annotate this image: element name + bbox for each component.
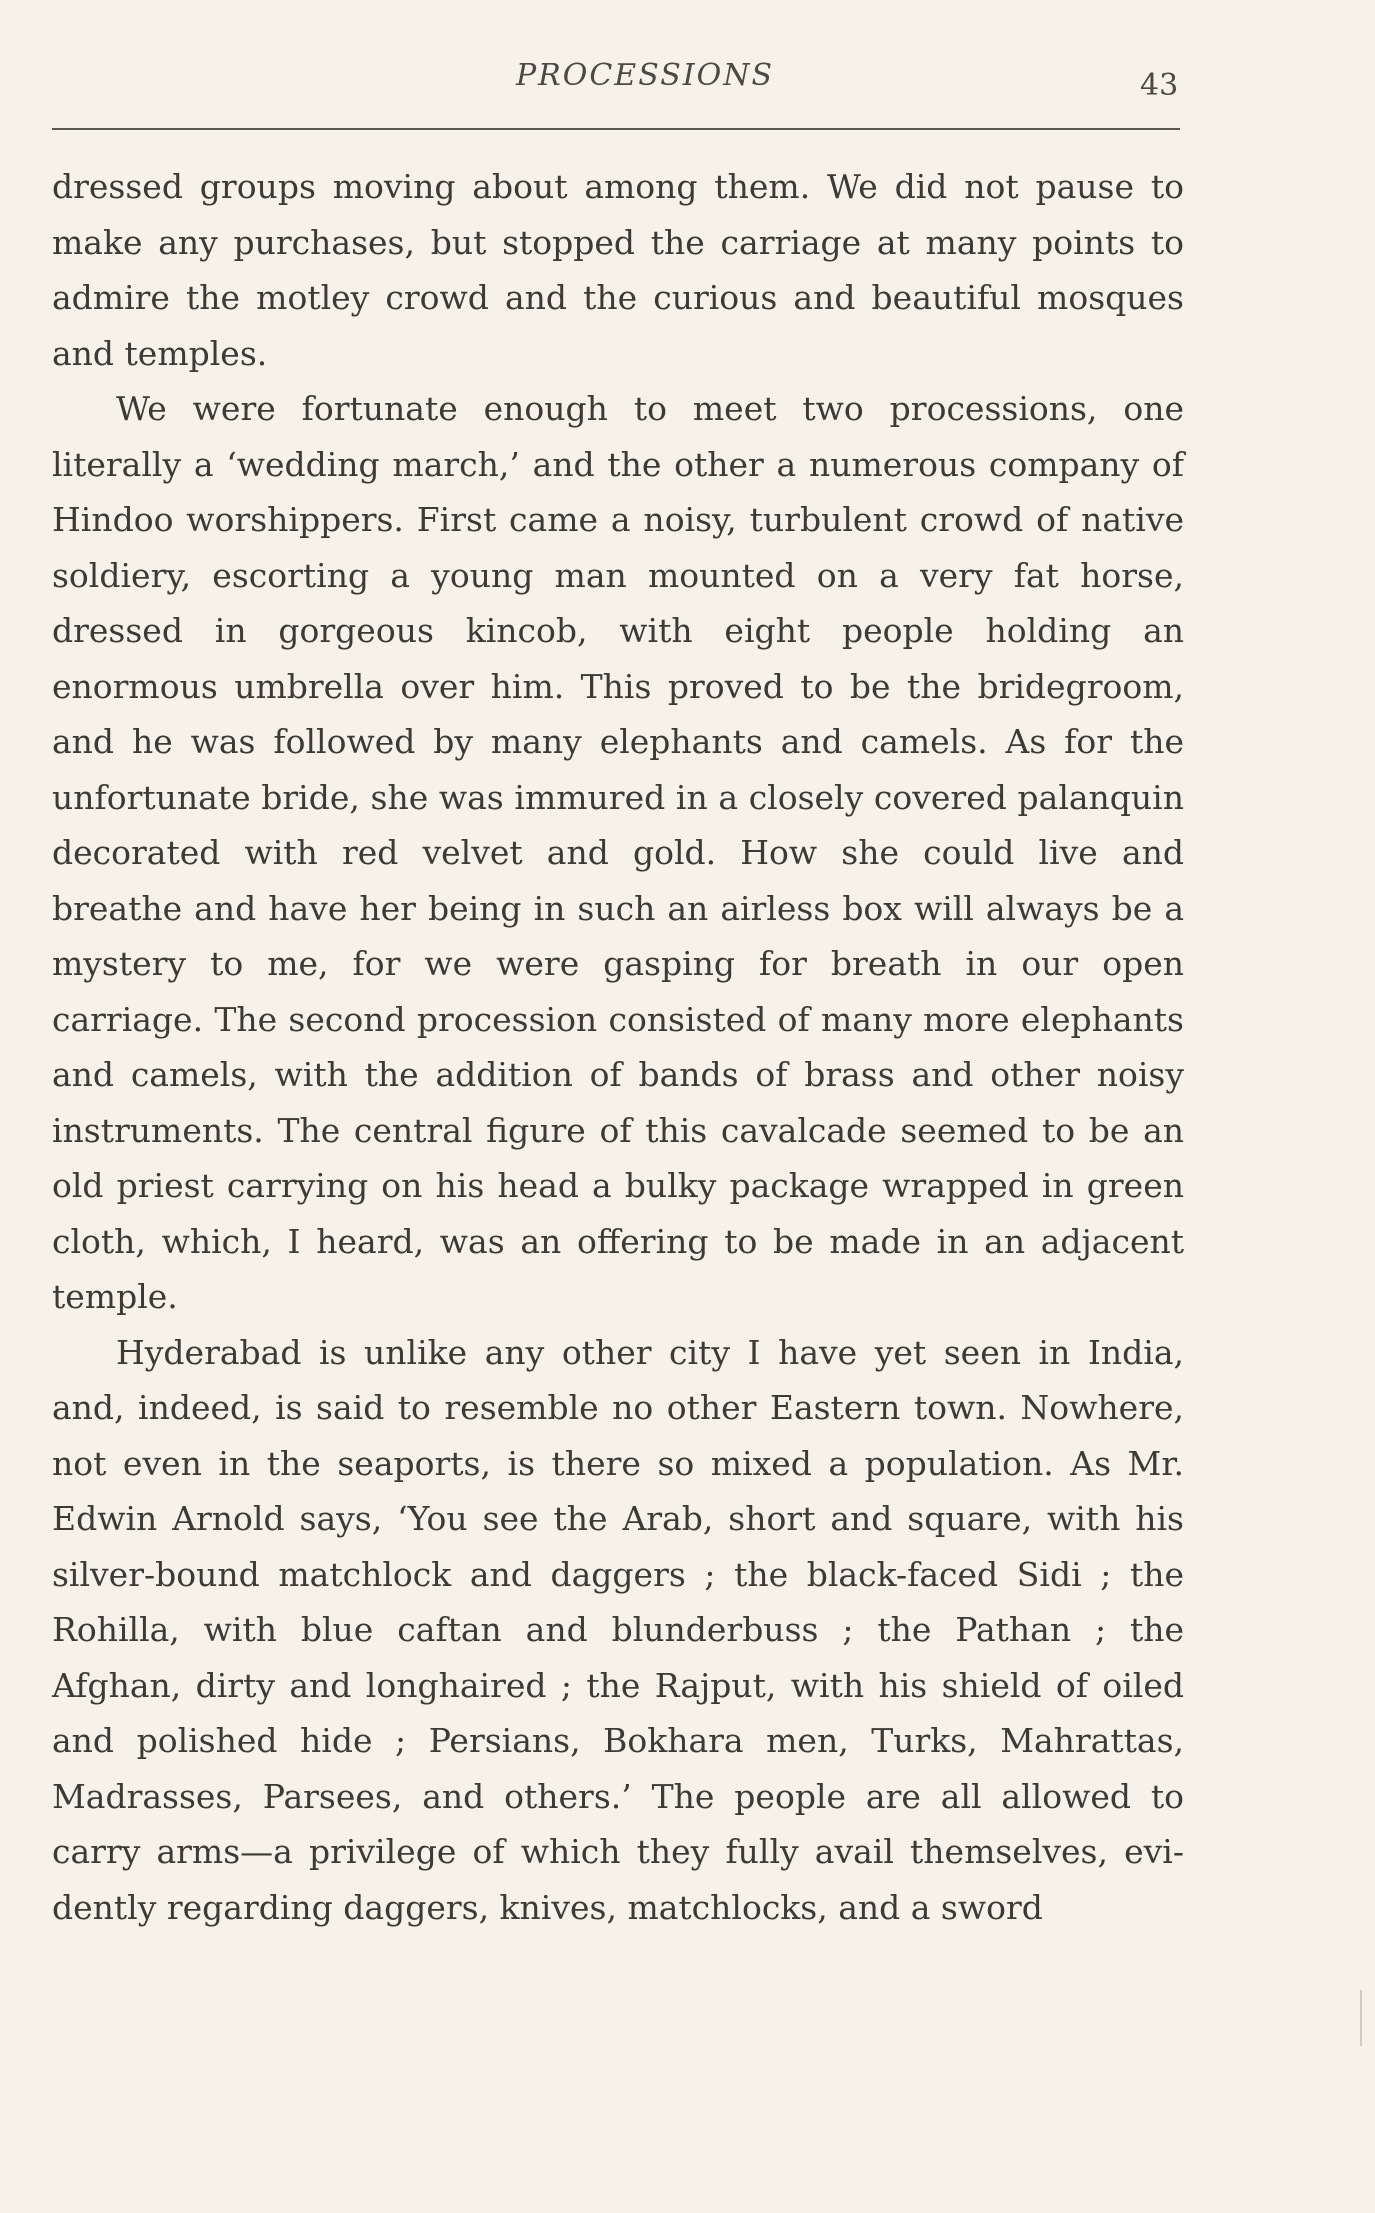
page-speck: [1360, 1990, 1362, 2046]
paragraph-hyderabad: Hyderabad is unlike any other city I have yet seen in India, and, indeed, is said to resemble no other Eastern town. Nowhere, not even in the seaports, is there so mixed a population. As Mr. Edwin Arnold says, ‘You see the Arab, short and square, with his silver-bound matchlock and daggers ; the black-faced Sidi ; the Rohilla, with blue caftan and blunderbuss ; the Pathan ; the Afghan, dirty and longhaired ; the Rajput, with his shield of oiled and polished hide ; Persians, Bokhara men, Turks, Mahrattas, Madrasses, Parsees, and others.’ The people are all allowed to carry arms—a privilege of which they fully avail themselves, evidently regarding daggers, knives, matchlocks, and a sword: [52, 1332, 1184, 1927]
paragraph-continued: dressed groups moving about among them. We did not pause to make any purchases, but stopped the carriage at many points to admire the motley crowd and the curious and beautiful mosques and temples.: [52, 167, 1184, 373]
header-rule: [52, 128, 1180, 130]
page-number: 43: [1140, 68, 1179, 103]
running-title: PROCESSIONS: [515, 58, 775, 93]
running-head: [0, 58, 1375, 108]
body-text: [52, 159, 1184, 1935]
paragraph-processions: We were fortunate enough to meet two processions, one literally a ‘wedding march,’ and the other a numerous company of Hindoo worshippers. First came a noisy, turbulent crowd of native soldiery, escorting a young man mounted on a very fat horse, dressed in gorgeous kincob, with eight people holding an enormous umbrella over him. This proved to be the bridegroom, and he was followed by many elephants and camels. As for the unfortunate bride, she was immured in a closely covered palanquin decorated with red velvet and gold. How she could live and breathe and have her being in such an airless box will always be a mystery to me, for we were gasping for breath in our open carriage. The second procession consisted of many more elephants and camels, with the addition of bands of brass and other noisy instruments. The central figure of this cavalcade seemed to be an old priest carrying on his head a bulky package wrapped in green cloth, which, I heard, was an offering to be made in an adjacent temple.: [52, 389, 1184, 1316]
